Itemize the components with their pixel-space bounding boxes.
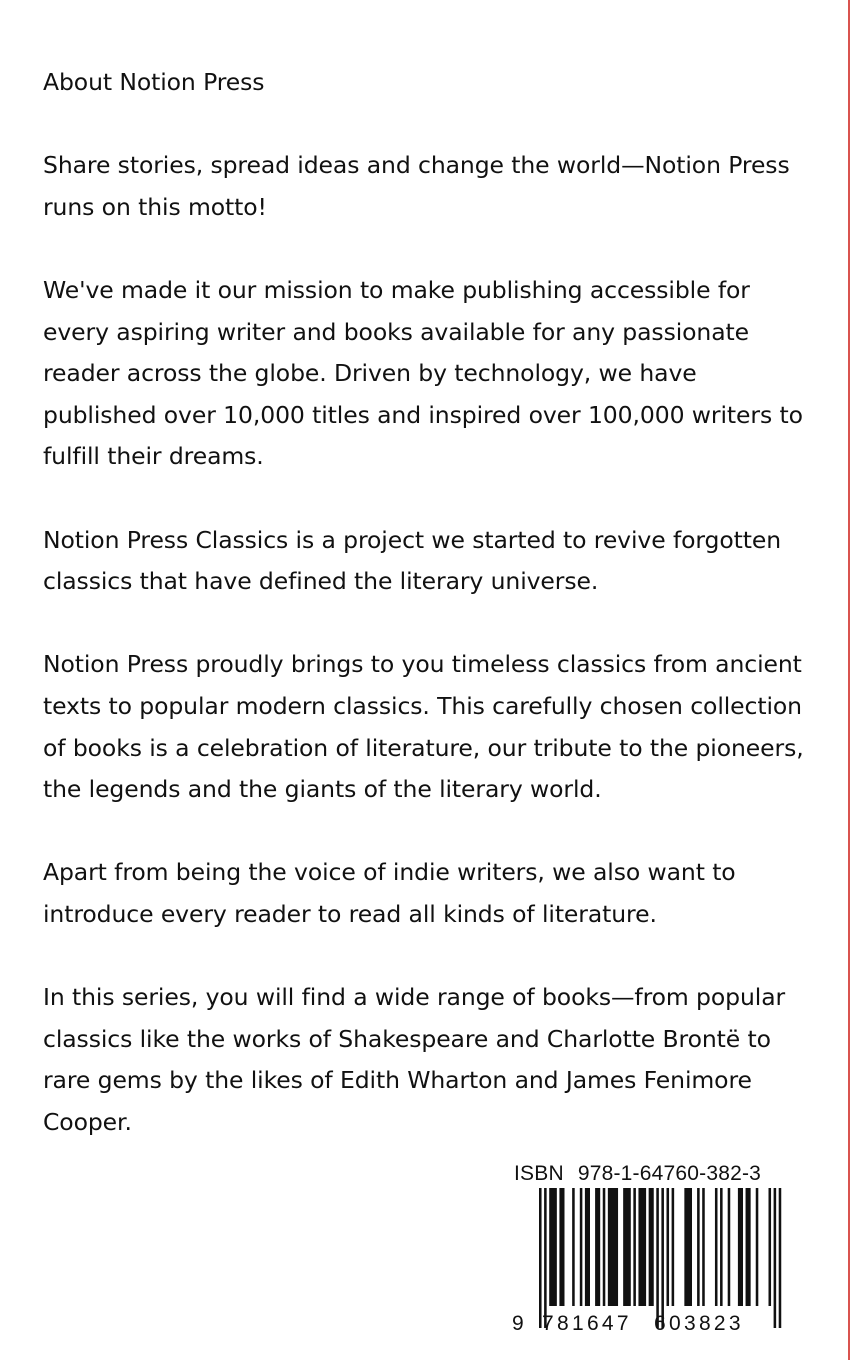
isbn-number: 978-1-64760-382-3 (577, 1162, 762, 1185)
about-text-block (43, 62, 808, 1185)
paragraph-indie-writers: Apart from being the voice of indie writers, we also want to introduce every reader to read all kinds of literature. (43, 858, 736, 928)
barcode-bar (623, 1188, 631, 1306)
barcode-digits (512, 1312, 797, 1338)
barcode-bar (697, 1188, 700, 1306)
barcode-bar (738, 1188, 743, 1306)
barcode-bar (756, 1188, 759, 1306)
barcode-bar (672, 1188, 675, 1306)
paragraph-motto: Share stories, spread ideas and change the world—Notion Press runs on this motto! (43, 151, 790, 221)
barcode-bar (549, 1188, 557, 1306)
paragraph-series: In this series, you will find a wide range of books—from popular classics like the works of Shakespeare and Charlotte Brontë to rare gems by the likes of Edith Wharton and James Fenimore Cooper. (43, 983, 786, 1136)
barcode-bar (633, 1188, 636, 1306)
about-heading: About Notion Press (43, 68, 265, 96)
barcode-bar (608, 1188, 618, 1306)
barcode-bar (544, 1188, 547, 1328)
paragraph-classics-project: Notion Press Classics is a project we started to revive forgotten classics that have defined the literary universe. (43, 525, 782, 596)
barcode-bar (580, 1188, 583, 1306)
barcode-bar (656, 1188, 659, 1328)
isbn-label: ISBN (514, 1162, 564, 1185)
paragraph-timeless-classics: Notion Press proudly brings to you timeless classics from ancient texts to popular modern classics. This carefully chosen collection of books is a celebration of literature, our tribute to the pioneers, the legends and the giants of the literary world. (43, 650, 804, 804)
paragraph-mission: We've made it our mission to make publishing accessible for every aspiring writer and books available for any passionate reader across the globe. Driven by technology, we have published over 10,000 titles and inspired over 100,000 writers to fulfill their dreams. (43, 275, 803, 471)
barcode-bar (595, 1188, 600, 1306)
barcode-right-group: 603823 (654, 1312, 744, 1335)
barcode-bar (702, 1188, 705, 1306)
barcode-lead-digit: 9 (512, 1312, 524, 1335)
barcode-bar (638, 1188, 646, 1306)
barcode-bar (539, 1188, 542, 1328)
barcode-bar (603, 1188, 606, 1306)
barcode-bar (572, 1188, 575, 1306)
barcode-bar (684, 1188, 692, 1306)
barcode-bar (667, 1188, 670, 1306)
barcode-bar (585, 1188, 590, 1306)
barcode-bar (746, 1188, 751, 1306)
barcode-bar (649, 1188, 654, 1306)
isbn-text-line (514, 1162, 761, 1186)
barcode-bar (769, 1188, 772, 1306)
barcode-bar (715, 1188, 718, 1306)
barcode-bar (559, 1188, 564, 1306)
barcode-bar (774, 1188, 777, 1328)
barcode-bar (728, 1188, 731, 1306)
barcode-left-group: 781647 (542, 1312, 632, 1335)
barcode-bar (779, 1188, 782, 1328)
isbn-barcode (512, 1162, 797, 1342)
barcode-bar (661, 1188, 664, 1328)
barcode-bar (720, 1188, 723, 1306)
